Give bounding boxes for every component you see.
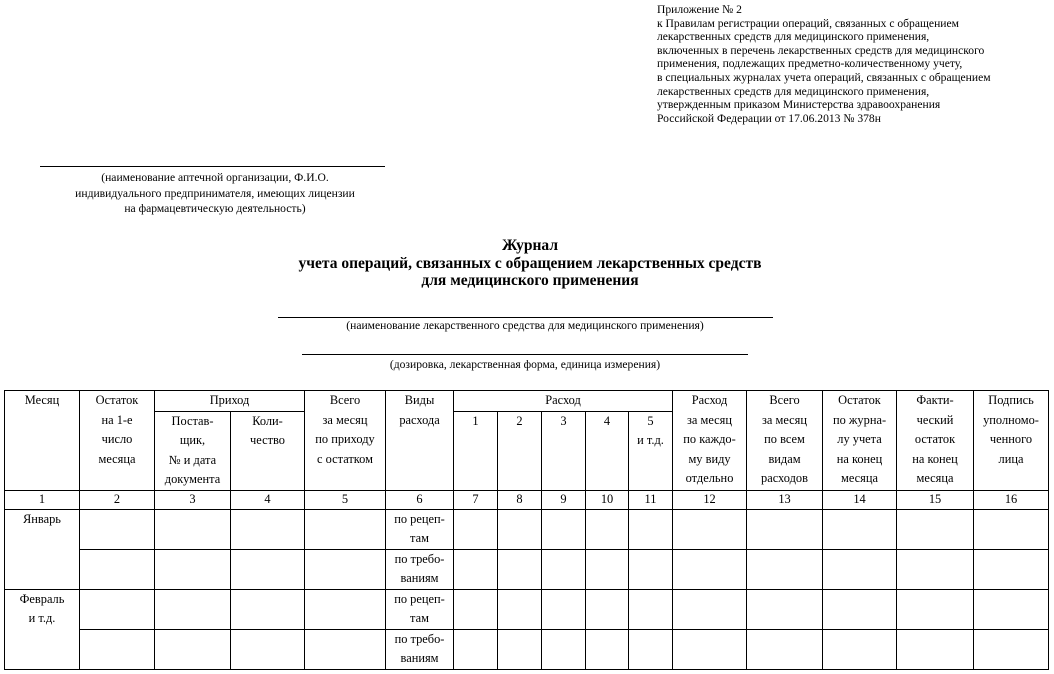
column-number: 13	[747, 490, 823, 509]
header-expense-1: 1	[454, 411, 498, 490]
table-cell	[747, 549, 823, 589]
table-cell	[673, 629, 747, 669]
table-cell	[155, 589, 231, 629]
table-cell	[629, 629, 673, 669]
table-cell	[586, 629, 629, 669]
org-name-underline	[40, 166, 385, 167]
org-name-caption	[30, 170, 400, 217]
table-cell	[155, 629, 231, 669]
org-caption-line: (наименование аптечной организации, Ф.И.О.	[101, 171, 329, 184]
header-expense-per-type: Расход за месяц по каждо- му виду отдельно	[673, 391, 747, 491]
column-number: 9	[542, 490, 586, 509]
table-cell	[305, 589, 386, 629]
org-caption-line: на фармацевтическую деятельность)	[124, 202, 306, 215]
table-cell	[231, 589, 305, 629]
header-expense-2: 2	[498, 411, 542, 490]
appendix-line: к Правилам регистрации операций, связанных с обращением	[657, 16, 959, 30]
table-cell	[542, 589, 586, 629]
table-cell	[231, 549, 305, 589]
table-cell	[897, 629, 974, 669]
header-income: Приход	[155, 391, 305, 412]
header-total-income: Всего за месяц по приходу с остатком	[305, 391, 386, 491]
title-line: учета операций, связанных с обращением лекарственных средств	[298, 254, 762, 272]
column-number: 6	[386, 490, 454, 509]
table-cell	[498, 589, 542, 629]
table-cell	[80, 629, 155, 669]
table-cell	[629, 549, 673, 589]
appendix-line: утвержденным приказом Министерства здравоохранения	[657, 98, 941, 112]
header-expense: Расход	[454, 391, 673, 412]
appendix-line: в специальных журналах учета операций, связанных с обращением	[657, 70, 991, 84]
table-cell	[498, 549, 542, 589]
header-supplier: Постав- щик, № и дата документа	[155, 411, 231, 490]
table-cell	[542, 549, 586, 589]
column-number: 3	[155, 490, 231, 509]
table-cell	[897, 589, 974, 629]
table-cell	[747, 589, 823, 629]
appendix-line: лекарственных средств для медицинского применения,	[657, 30, 930, 44]
table-cell	[80, 509, 155, 549]
header-expense-types: Виды расхода	[386, 391, 454, 491]
header-month: Месяц	[5, 391, 80, 491]
header-signature: Подпись уполномо- ченного лица	[974, 391, 1049, 491]
table-cell	[305, 509, 386, 549]
table-cell	[673, 509, 747, 549]
table-cell	[454, 509, 498, 549]
table-cell	[823, 549, 897, 589]
table-cell	[305, 549, 386, 589]
table-cell	[231, 509, 305, 549]
table-cell	[454, 549, 498, 589]
table-cell	[155, 509, 231, 549]
header-balance-start: Остаток на 1-е число месяца	[80, 391, 155, 491]
table-cell	[974, 589, 1049, 629]
table-cell	[629, 589, 673, 629]
appendix-line: Приложение № 2	[657, 3, 742, 16]
dosage-underline	[302, 354, 748, 355]
table-cell	[823, 589, 897, 629]
drug-name-underline	[278, 317, 773, 318]
journal-title	[220, 237, 840, 290]
column-number: 12	[673, 490, 747, 509]
table-cell	[747, 629, 823, 669]
expense-type-cell: по требо- ваниям	[386, 629, 454, 669]
appendix-line: лекарственных средств для медицинского применения,	[657, 84, 930, 98]
table-cell	[231, 629, 305, 669]
dosage-caption: (дозировка, лекарственная форма, единица измерения)	[389, 358, 661, 371]
table-cell	[586, 589, 629, 629]
column-number: 16	[974, 490, 1049, 509]
title-line: для медицинского применения	[421, 272, 639, 289]
expense-type-cell: по требо- ваниям	[386, 549, 454, 589]
header-expense-4: 4	[586, 411, 629, 490]
table-cell	[586, 509, 629, 549]
expense-type-cell: по рецеп- там	[386, 589, 454, 629]
column-number: 14	[823, 490, 897, 509]
table-cell	[542, 509, 586, 549]
table-cell	[974, 509, 1049, 549]
drug-name-caption: (наименование лекарственного средства для медицинского применения)	[346, 319, 704, 332]
appendix-line: применения, подлежащих предметно-количественному учету,	[657, 57, 963, 71]
table-cell	[305, 629, 386, 669]
table-cell	[974, 549, 1049, 589]
column-number: 15	[897, 490, 974, 509]
month-cell: Февраль и т.д.	[5, 589, 80, 669]
table-cell	[673, 589, 747, 629]
table-cell	[586, 549, 629, 589]
column-number: 11	[629, 490, 673, 509]
header-balance-journal: Остаток по журна- лу учета на конец месяца	[823, 391, 897, 491]
table-cell	[80, 549, 155, 589]
table-cell	[974, 629, 1049, 669]
table-cell	[897, 509, 974, 549]
column-number: 5	[305, 490, 386, 509]
table-cell	[629, 509, 673, 549]
expense-type-cell: по рецеп- там	[386, 509, 454, 549]
table-cell	[155, 549, 231, 589]
table-cell	[498, 629, 542, 669]
table-cell	[823, 629, 897, 669]
appendix-line: включенных в перечень лекарственных средств для медицинского	[657, 43, 985, 57]
table-cell	[673, 549, 747, 589]
column-number: 10	[586, 490, 629, 509]
column-number: 7	[454, 490, 498, 509]
header-expense-5: 5 и т.д.	[629, 411, 673, 490]
header-balance-actual: Факти- ческий остаток на конец месяца	[897, 391, 974, 491]
table-cell	[80, 589, 155, 629]
table-cell	[498, 509, 542, 549]
header-expense-3: 3	[542, 411, 586, 490]
org-caption-line: индивидуального предпринимателя, имеющих лицензии	[75, 186, 355, 200]
column-number: 4	[231, 490, 305, 509]
header-total-expense: Всего за месяц по всем видам расходов	[747, 391, 823, 491]
header-quantity: Коли- чество	[231, 411, 305, 490]
table-cell	[747, 509, 823, 549]
month-cell: Январь	[5, 509, 80, 589]
column-number: 2	[80, 490, 155, 509]
table-cell	[454, 629, 498, 669]
journal-table	[4, 390, 1049, 670]
table-cell	[542, 629, 586, 669]
title-line: Журнал	[501, 237, 559, 254]
table-cell	[454, 589, 498, 629]
table-cell	[897, 549, 974, 589]
appendix-note	[657, 3, 1049, 125]
appendix-line: Российской Федерации от 17.06.2013 № 378н	[657, 111, 881, 125]
column-number: 1	[5, 490, 80, 509]
column-number: 8	[498, 490, 542, 509]
table-cell	[823, 509, 897, 549]
